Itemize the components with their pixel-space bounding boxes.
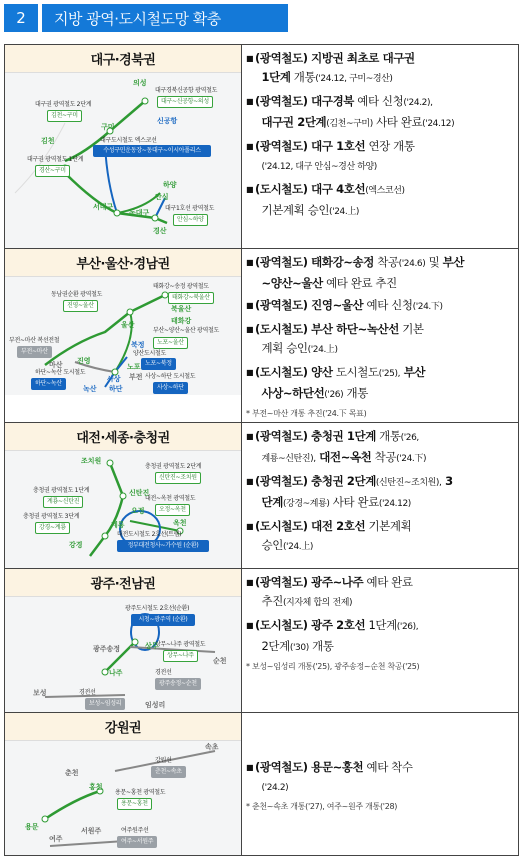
station-uiseong: 의성 [133,79,147,87]
region-details [242,423,519,569]
label-chungcheong-phase1: 충청권 광역철도 1단계 [33,487,90,494]
station-seowonju: 서원주 [81,827,102,835]
region-map [5,73,241,248]
station-bujeon: 부전 [129,373,143,381]
box-nopo-bukjeong: 노포~북정 [141,358,176,370]
detail-item: ■ (광역철도) 대구 1호선 연장 개통 ('24.12, 대구 안심~경산 하양) [246,139,415,172]
detail-item: ■ (광역철도) 진영~울산 예타 신청('24.下) [246,298,443,312]
region-map [5,451,241,568]
detail-item: ■ (광역철도) 충청권 2단계(신탄진~조치원), 3 단계(강경~계룡) 사타 완료('24.12) [246,474,453,509]
box-ansim-hayang: 안심~하양 [173,214,208,226]
label-daejeon-okcheon: 대전~옥천 광역철도 [145,495,196,502]
region-title: 부산·울산·경남권 [5,249,241,277]
footnote: * 보성~임성리 개통('25), 광주송정~순천 착공('25) [246,662,420,671]
station-gangyeong: 강경 [69,541,83,549]
box-exco-route: 수성구민운동장~동대구~이시아폴리스 [93,145,211,157]
label-sangmu-naju: 상무~나주 광역철도 [155,641,206,648]
detail-item: ■ (도시철도) 부산 하단~녹산선 기본 계획 승인('24.上) [246,322,424,355]
station-jochiwon: 조치원 [81,457,102,465]
label-gwangju-line2: 광주도시철도 2호선(순환) [125,605,190,612]
box-songjeong-suncheon: 광주송정~순천 [155,678,201,690]
box-airport-route: 대구~신공항~의성 [157,96,213,108]
station-jinyeong: 진영 [77,357,91,365]
section-title: 지방 광역·도시철도망 확충 [42,4,288,32]
station-noksan: 녹산 [83,385,97,393]
box-sangmu-naju: 상무~나주 [163,650,198,662]
station-gumi: 구미 [101,123,115,131]
region-map-cell [5,45,242,249]
label-chungcheong-phase3: 충청권 광역철도 3단계 [23,513,80,520]
label-airport-rail: 대구경북신공항 광역철도 [155,87,218,94]
box-gyeongsan-gumi: 경산~구미 [35,165,70,177]
box-jinyeong-ulsan: 진영~울산 [63,300,98,312]
section-header [4,4,288,32]
box-ojeong-okcheon: 오정~옥천 [155,504,190,516]
station-hayang: 하양 [163,181,177,189]
region-row-gangwon [5,713,519,856]
station-bukjeong: 북정 [131,341,145,349]
footnote: * 춘천~속초 개통('27), 여주~원주 개통('28) [246,801,398,811]
detail-item: ■ (광역철도) 태화강~송정 착공('24.6) 및 부산 ~양산~울산 예타 완료 추진 [246,255,465,290]
station-gimcheon: 김천 [41,137,55,145]
footnote: * 부전~마산 개통 추진('24.下 목표) [246,409,367,418]
region-row-daejeon [5,423,519,569]
label-taehwa-songjeong: 태화강~송정 광역철도 [153,283,209,290]
station-yongmun: 용문 [25,823,39,831]
label-daegu-phase2: 대구권 광역철도 2단계 [35,101,92,108]
section-number: 2 [4,4,38,32]
station-ulsan: 울산 [121,321,135,329]
label-southeast-loop: 동남권순환 광역철도 [51,291,103,298]
label-yeoju-wonju: 여주원주선 [121,827,149,834]
box-chuncheon-sokcho: 춘천~속초 [151,766,186,778]
label-yangsan-metro: 양산도시철도 [133,350,166,357]
station-sokcho: 속초 [205,743,219,751]
station-imseongri: 임성리 [145,701,166,709]
region-map [5,277,241,395]
region-map-cell [5,713,242,856]
region-details [242,713,519,856]
label-gangwon-line: 강원선 [155,757,172,764]
station-dongdaegu: 동대구 [129,209,150,217]
box-boseong-imseongri: 보성~임성리 [85,698,125,710]
station-songjeong: 광주송정 [93,645,121,653]
station-seodaegu: 서대구 [93,203,114,211]
label-sasang-hadan: 사상~하단 도시철도 [145,373,196,380]
station-boseong: 보성 [33,689,47,697]
box-bujeon-masan: 부전~마산 [17,346,52,358]
station-ojeong: 오정 [131,507,145,515]
station-naju: 나주 [109,669,123,677]
region-title: 강원권 [5,713,241,741]
box-sasang-hadan: 사상~하단 [153,382,188,394]
station-sintanjin: 신탄진 [129,489,150,497]
box-nopo-ulsan: 노포~울산 [153,337,188,349]
label-daegu-phase1: 대구권 광역철도 1단계 [27,156,84,163]
label-line1-ext: 대구1호선 광역철도 [165,205,215,212]
region-title: 대전·세종·충청권 [5,423,241,451]
box-gangyeong-gyeryong: 강경~계룡 [35,522,70,534]
region-row-daegu [5,45,519,249]
label-gyeongjeon-1: 경전선 [155,669,172,676]
region-map-cell [5,569,242,713]
region-map [5,597,241,712]
region-title: 대구·경북권 [5,45,241,73]
station-gyeongsan: 경산 [153,227,167,235]
region-map-cell [5,249,242,423]
station-ansim: 안심 [155,193,169,201]
box-gimcheon-gumi: 김천~구미 [47,110,82,122]
label-busan-yangsan-ulsan: 부산~양산~울산 광역철도 [153,327,220,334]
detail-item: ■ (도시철도) 대구 4호선(엑스코선) 기본계획 승인('24.上) [246,182,405,217]
box-hadan-noksan: 하단~녹산 [31,378,66,390]
station-chuncheon: 춘천 [65,769,79,777]
detail-item: ■ (광역철도) 충청권 1단계 개통('26, 계룡~신탄진), 대전~옥천 착공('24.下) [246,429,427,464]
detail-item: ■ (광역철도) 대구경북 예타 신청('24.2), 대구권 2단계(김천~구미) 사타 완료('24.12) [246,94,455,129]
detail-item: ■ (도시철도) 양산 도시철도('25), 부산 사상~하단선('26) 개통 [246,365,426,400]
detail-item: ■ (도시철도) 대전 2호선 기본계획 승인('24.上) [246,519,412,552]
label-exco-line: 대구도시철도 엑스코선 [100,137,157,144]
label-yongmun-hongcheon: 용문~홍천 광역철도 [115,789,166,796]
station-okcheon: 옥천 [173,519,187,527]
box-gyeryong-sintanjin: 계룡~신탄진 [43,496,83,508]
station-airport: 신공항 [157,117,178,125]
box-taehwa-bukulsan: 태화강~북울산 [168,292,214,304]
label-chungcheong-phase2: 충청권 광역철도 2단계 [145,463,202,470]
region-map [5,741,241,855]
station-bukulsan: 북울산 [171,305,192,313]
region-title: 광주·전남권 [5,569,241,597]
station-masan: 마산 [49,361,63,369]
box-yeoju-seowonju: 여주~서원주 [117,836,157,848]
region-details [242,249,519,423]
region-map-cell [5,423,242,569]
station-yeoju: 여주 [49,835,63,843]
box-sintanjin-jochiwon: 신탄진~조치원 [155,472,201,484]
detail-item: ■ (광역철도) 용문~홍천 예타 착수 ('24.2) [246,759,413,793]
label-bujeon-masan: 부전~마산 복선전철 [9,337,60,344]
station-sasang: 사상 [107,375,121,383]
station-sangmu: 상무 [145,642,159,650]
region-details [242,45,519,249]
station-hadan: 하단 [109,385,123,393]
box-gwangju-loop: 시청~광주역 (순환) [131,614,195,626]
station-gyeryong: 계룡 [111,521,125,529]
detail-item: ■ (광역철도) 지방권 최초로 대구권 1단계 개통('24.12, 구미~경산) [246,51,415,84]
detail-item: ■ (도시철도) 광주 2호선 1단계('26), 2단계('30) 개통 [246,618,419,653]
region-row-busan [5,249,519,423]
station-suncheon: 순천 [213,657,227,665]
region-row-gwangju [5,569,519,713]
label-gyeongjeon-2: 경전선 [79,689,96,696]
box-yongmun-hongcheon: 용문~홍천 [117,798,152,810]
label-hadan-noksan: 하단~녹산 도시철도 [35,369,86,376]
station-taehwa: 태화강 [171,317,192,325]
detail-item: ■ (광역철도) 광주~나주 예타 완료 추진(지자체 합의 전제) [246,575,413,608]
region-table [4,44,519,856]
region-details [242,569,519,713]
station-nopo: 노포 [127,363,141,371]
label-daejeon-tram: 대전도시철도 2호선(트램) [117,531,182,538]
box-tram-route: 정부대전청사~가수원 (순환) [117,540,209,552]
station-hongcheon: 홍천 [89,783,103,791]
